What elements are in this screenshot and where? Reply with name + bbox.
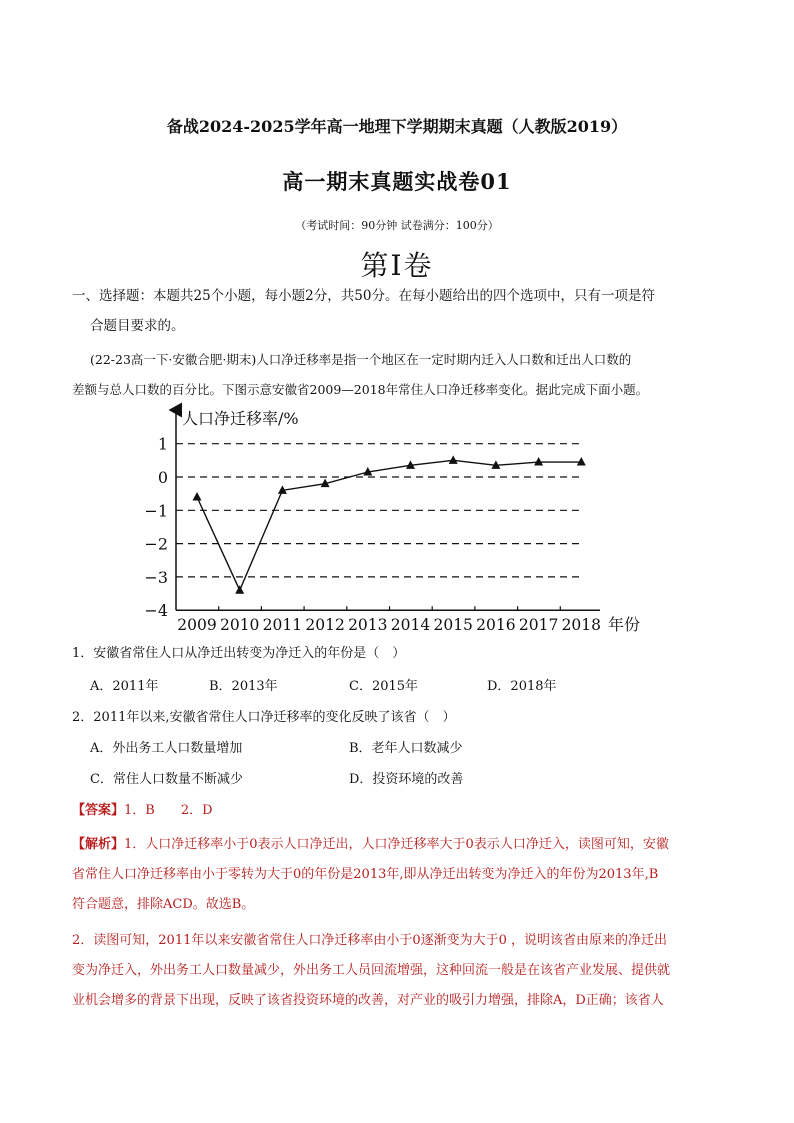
answer-line xyxy=(72,799,213,818)
x-tick-label: 2018 xyxy=(561,616,602,634)
data-point-2017 xyxy=(534,457,543,466)
question-1-option-d: D．2018年 xyxy=(487,679,557,694)
y-tick-label: 1 xyxy=(157,434,168,454)
y-tick-label: −4 xyxy=(144,601,168,621)
analysis-tag: 【解析】 xyxy=(72,837,125,852)
analysis-p1-line1 xyxy=(72,830,732,860)
chart-data-points xyxy=(193,455,586,593)
question-2-option-d: D．投资环境的改善 xyxy=(349,772,464,787)
section-intro xyxy=(72,284,732,344)
data-point-2018 xyxy=(577,457,586,466)
analysis-p2-line3: 业机会增多的背景下出现，反映了该省投资环境的改善，对产业的吸引力增强，排除A，D正确；该省人 xyxy=(72,993,664,1008)
question-1-stem: 1．安徽省常住人口从净迁出转变为净迁入的年份是（ ） xyxy=(72,646,406,661)
question-source: (22-23高一下·安徽合肥·期末) xyxy=(90,352,257,367)
exam-info: （考试时间：90分钟 试卷满分：100分） xyxy=(295,219,499,232)
y-tick-label: 0 xyxy=(157,468,168,487)
passage-line2: 差额与总人口数的百分比。下图示意安徽省2009—2018年常住人口净迁移率变化。据此完成下面小题。 xyxy=(72,382,649,397)
analysis-p2-line1: 2．读图可知，2011年以来安徽省常住人口净迁移率由小于0逐渐变为大于0 ，说明该省由原来的净迁出 xyxy=(72,933,668,948)
x-tick-label: 2010 xyxy=(219,616,260,634)
x-tick-label: 2015 xyxy=(433,616,473,634)
answer-text: 1．B 2．D xyxy=(124,803,213,818)
chart-series-line xyxy=(197,460,581,590)
analysis-p2-line2: 变为净迁入，外出务工人口数量减少，外出务工人员回流增强，这种回流一般是在该省产业发展、提供就 xyxy=(72,963,671,978)
chart-y-axis-label: 人口净迁移率/% xyxy=(182,409,299,428)
question-2-option-b: B．老年人口数减少 xyxy=(349,741,463,756)
y-tick-label: −3 xyxy=(144,567,168,587)
question-1-option-a: A．2011年 xyxy=(90,679,159,694)
data-point-2010 xyxy=(235,585,244,594)
section-intro-line2: 合题目要求的。 xyxy=(90,318,185,334)
x-tick-label: 2017 xyxy=(518,616,559,634)
x-tick-label: 2016 xyxy=(476,616,516,634)
net-migration-chart xyxy=(144,398,660,642)
question-1 xyxy=(72,642,732,661)
passage-line1 xyxy=(90,350,730,380)
section-intro-line1: 一、选择题：本题共25个小题，每小题2分，共50分。在每小题给出的四个选项中，只有一项是符 xyxy=(72,288,655,304)
question-2-option-a: A．外出务工人口数量增加 xyxy=(90,741,243,756)
x-tick-label: 2012 xyxy=(305,616,345,634)
analysis-p1-line3: 符合题意，排除ACD。故选B。 xyxy=(72,897,255,912)
answer-tag: 【答案】 xyxy=(72,803,125,818)
question-2-stem: 2．2011年以来,安徽省常住人口净迁移率的变化反映了该省（ ） xyxy=(72,710,456,725)
volume-title: 第Ⅰ卷 xyxy=(360,249,434,282)
data-point-2009 xyxy=(193,492,202,501)
chart-y-ticks xyxy=(144,435,168,621)
exam-series-title: 备战2024-2025学年高一地理下学期期末真题（人教版2019） xyxy=(166,117,628,136)
analysis-p1-text1: 1．人口净迁移率小于0表示人口净迁出，人口净迁移率大于0表示人口净迁入，读图可知，安徽 xyxy=(124,837,669,852)
question-2 xyxy=(72,706,732,725)
analysis-p1-line2: 省常住人口净迁移率由小于零转为大于0的年份是2013年,即从净迁出转变为净迁入的年份为2013年,B xyxy=(72,867,659,882)
x-tick-label: 2009 xyxy=(177,616,217,634)
passage-text-1: 人口净迁移率是指一个地区在一定时期内迁入人口数和迁出人口数的 xyxy=(256,352,632,367)
question-1-option-c: C．2015年 xyxy=(349,679,419,694)
data-point-2015 xyxy=(449,455,458,464)
question-2-option-c: C．常住人口数量不断减少 xyxy=(90,772,243,787)
y-tick-label: −1 xyxy=(144,501,168,521)
x-tick-label: 2013 xyxy=(348,616,388,634)
x-tick-label: 2014 xyxy=(390,616,431,634)
analysis xyxy=(72,830,732,1016)
paper-title: 高一期末真题实战卷01 xyxy=(282,169,512,194)
passage xyxy=(72,350,730,398)
x-tick-label: 2011 xyxy=(262,616,303,634)
y-tick-label: −2 xyxy=(144,534,168,554)
chart-x-axis-label: 年份 xyxy=(608,615,641,634)
question-1-option-b: B．2013年 xyxy=(209,679,278,694)
